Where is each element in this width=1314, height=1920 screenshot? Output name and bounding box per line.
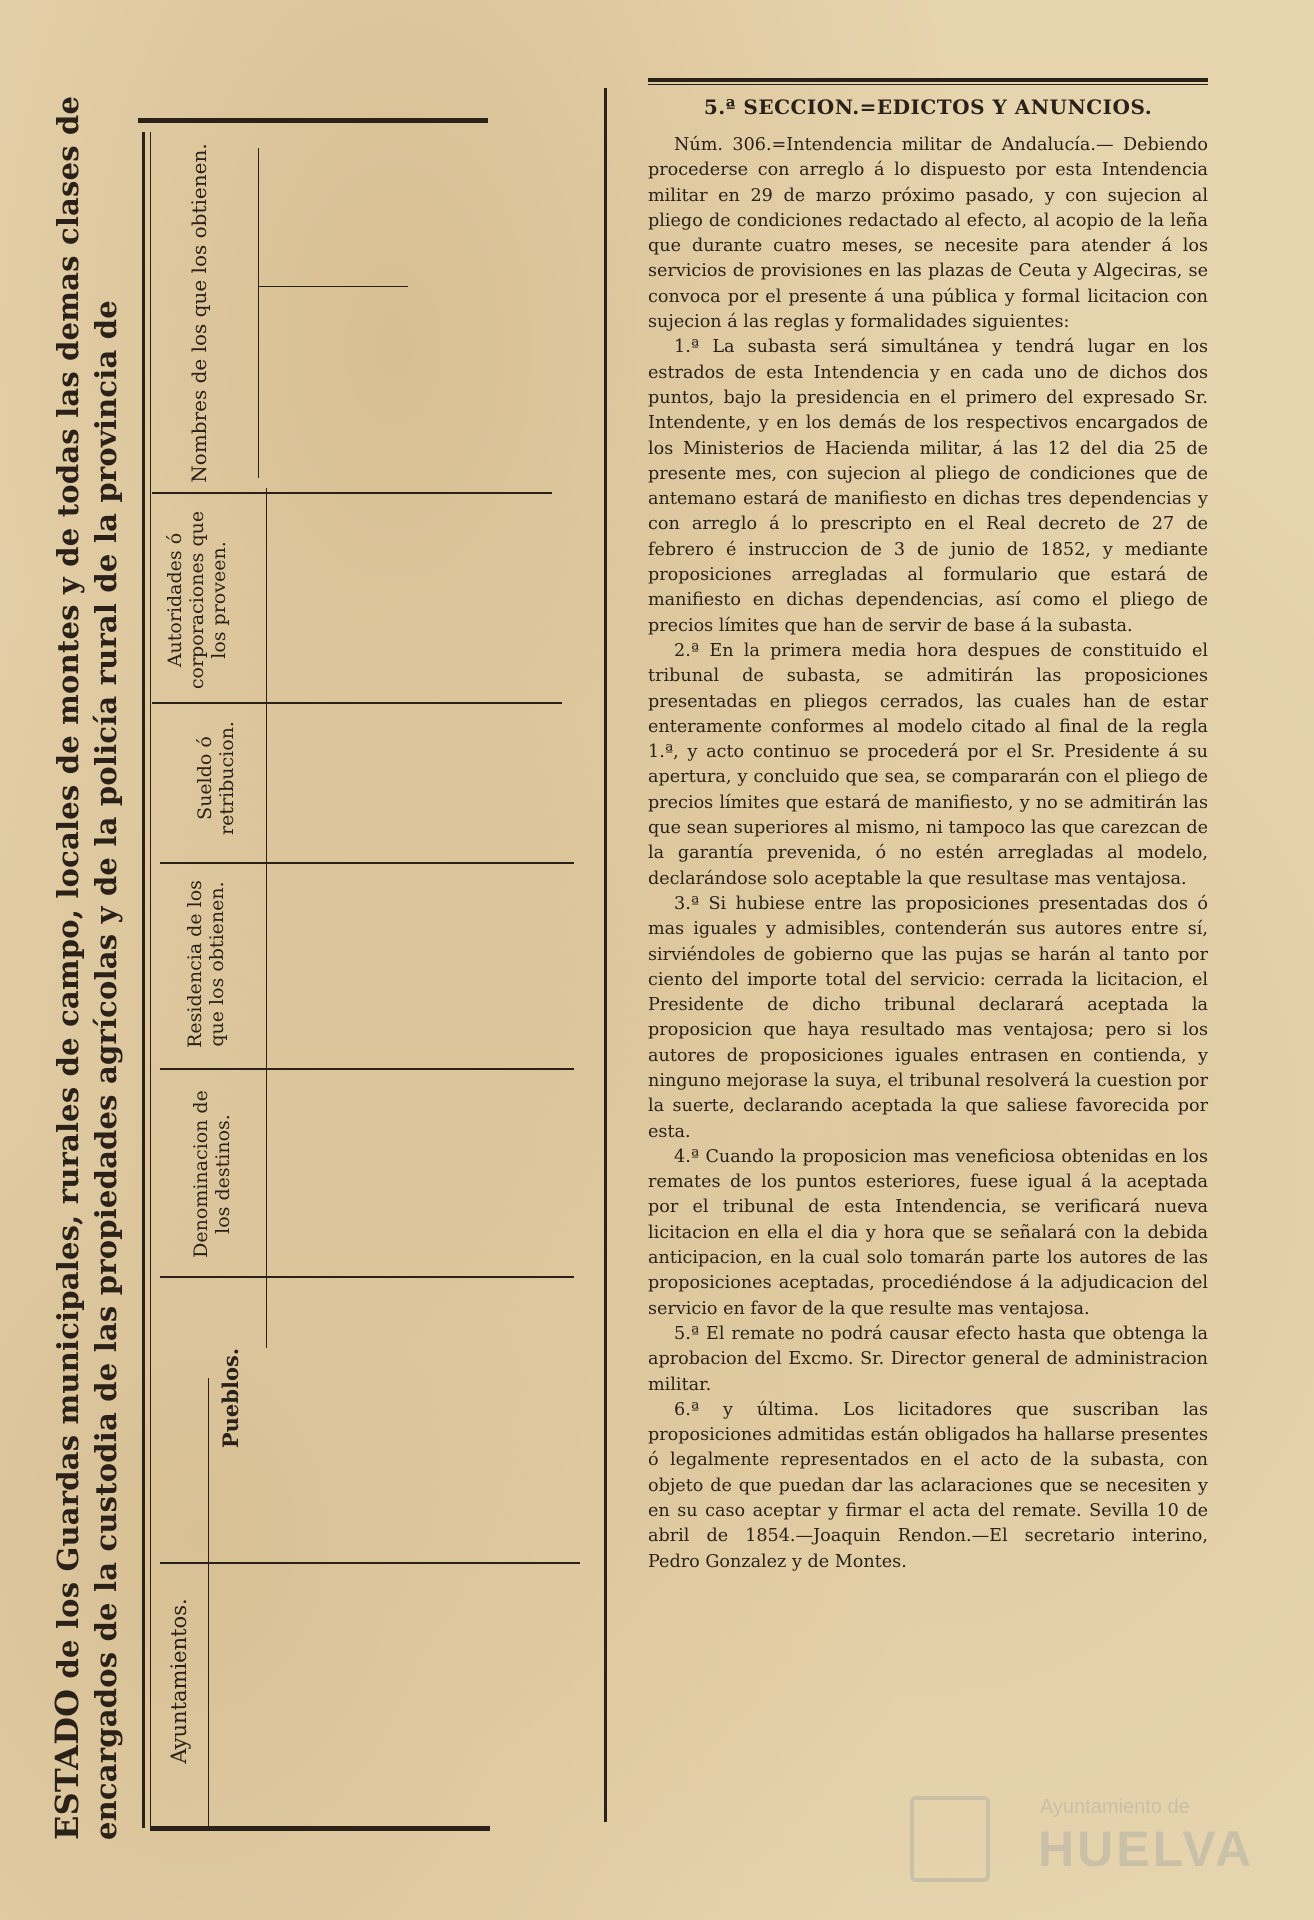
watermark-line-1: Ayuntamiento de [1040, 1796, 1190, 1818]
header-divider-2 [266, 488, 267, 1348]
archive-watermark [910, 1790, 1255, 1880]
paragraph-intro: Núm. 306.=Intendencia militar de Andalucía.— Debiendo procederse con arreglo á lo dispuesto por esta Intendencia militar en 29 de marzo próximo pasado, y con sujecion al pliego de condiciones redactado al efecto, al acopio de la leña que durante cuatro meses, se necesite para atender á los servicios de provisiones en las plazas de Ceuta y Algeciras, se convoca por el presente á una pública y formal licitacion con sujecion á las reglas y formalidades siguientes: [648, 135, 1208, 333]
paragraph-rule-6: 6.ª y última. Los licitadores que suscriban las proposiciones admitidas están obligados ha hallarse presentes ó legalmente representados en el acto de la subasta, con objeto de que puedan dar las aclaraciones que se necesiten y en su caso aceptar y firmar el acta del remate. Sevilla 10 de abril de 1854.—Joaquin Rendon.—El secretario interino, Pedro Gonzalez y de Montes. [648, 1399, 1208, 1572]
row-separator-4 [160, 1068, 574, 1070]
paragraph-rule-5: 5.ª El remate no podrá causar efecto hasta que obtenga la aprobacion del Excmo. Sr. Director general de administracion militar. [648, 1323, 1208, 1395]
row-separator-1 [152, 492, 552, 494]
section-title: 5.ª SECCION.=EDICTOS Y ANUNCIOS. [703, 95, 1153, 119]
table-left-rule [142, 132, 145, 1828]
table-left-rule-inner [150, 132, 151, 1828]
column-header-sueldo: Sueldo ó retribucion. [194, 721, 238, 835]
column-header-nombres: Nombres de los que los obtienen. [187, 143, 211, 483]
column-header-residencia: Residencia de los que los obtienen. [184, 880, 228, 1048]
column-header-autoridades: Autoridades ó corporaciones que los proveen. [164, 510, 230, 690]
row-separator-5 [160, 1276, 574, 1278]
header-tick [258, 286, 408, 287]
paragraph-rule-4: 4.ª Cuando la proposicion mas veneficiosa obtenidas en los remates de los puntos esteriores, fuese igual á la aceptada por el tribunal de esta Intendencia, se verificará nueva licitacion en ella el dia y hora que se señalará con la debida anticipacion, en la cual solo tomarán parte los autores de las proposiciones aceptadas, procediéndose á la adjudicacion del servicio en favor de la que resulte mas ventajosa. [648, 1146, 1208, 1319]
watermark-line-2: HUELVA [1038, 1821, 1255, 1877]
paragraph-rule-2: 2.ª En la primera media hora despues de constituido el tribunal de subasta, se admitirán las proposiciones presentadas en pliegos cerrados, las cuales han de estar enteramente conformes al modelo citado al final de la regla 1.ª, y acto continuo se procederá por el Sr. Presidente á su apertura, y concluido que sea, se compararán con el pliego de precios límites que estará de manifiesto, y no se admitirán las que sean superiores al mismo, ni tampoco las que carezcan de la garantía prevenida, ó no estén arregladas al modelo, declarándose solo aceptable la que resultase mas ventajosa. [648, 640, 1208, 889]
header-divider-3 [208, 1378, 209, 1828]
table-bottom-rule [150, 1826, 490, 1831]
city-crest-icon [910, 1796, 990, 1882]
column-header-ayuntamientos: Ayuntamientos. [167, 1598, 191, 1764]
table-title-rest: de los Guardas municipales, rurales de campo, locales de montes y de todas las demas clases de encargados de la custodia de las propiedades agrícolas y de la policía rural de la provincia de [51, 95, 123, 1840]
section-top-rule-thin [648, 84, 1208, 85]
column-header-pueblos: Pueblos. [218, 1347, 243, 1449]
column-header-denominacion: Denominacion de los destinos. [190, 1090, 234, 1258]
header-divider [258, 148, 259, 478]
announcements-column [648, 78, 1208, 1575]
table-title-first-word: ESTADO [48, 1688, 86, 1840]
paragraph-rule-1: 1.ª La subasta será simultánea y tendrá lugar en los estrados de esta Intendencia y en cada uno de dichos dos puntos, bajo la presidencia en el primero del expresado Sr. Intendente, y en los demás de los respectivos encargados de los Ministerios de Hacienda militar, á las 12 del dia 25 de presente mes, con sujecion al pliego de condiciones que de antemano estará de manifiesto en dichas tres dependencias y con arreglo á lo prescripto en el Real decreto de 27 de febrero é instruccion de 3 de junio de 1852, y mediante proposiciones arregladas al formulario que estará de manifiesto en dichas dependencias, así como el pliego de precios límites que han de servir de base á la subasta. [648, 337, 1208, 636]
column-separator [604, 88, 607, 1822]
table-title [48, 80, 125, 1840]
section-top-rule [648, 78, 1208, 82]
table-top-rule [138, 118, 488, 123]
paragraph-rule-3: 3.ª Si hubiese entre las proposiciones presentadas dos ó mas iguales y admisibles, contenderán sus autores entre sí, sirviéndoles de gobierno que las pujas se harán al tanto por ciento del importe total del servicio: cerrada la licitacion, el Presidente de dicho tribunal declarará aceptada la proposicion que haya resultado mas ventajosa; pero si los autores de proposiciones iguales entrasen en contienda, y ninguno mejorase la suya, el tribunal resolverá la cuestion por la suerte, declarando aceptada la que saliese favorecida por esta. [648, 893, 1208, 1142]
blank-table [138, 118, 574, 1834]
row-separator-6 [160, 1562, 580, 1564]
